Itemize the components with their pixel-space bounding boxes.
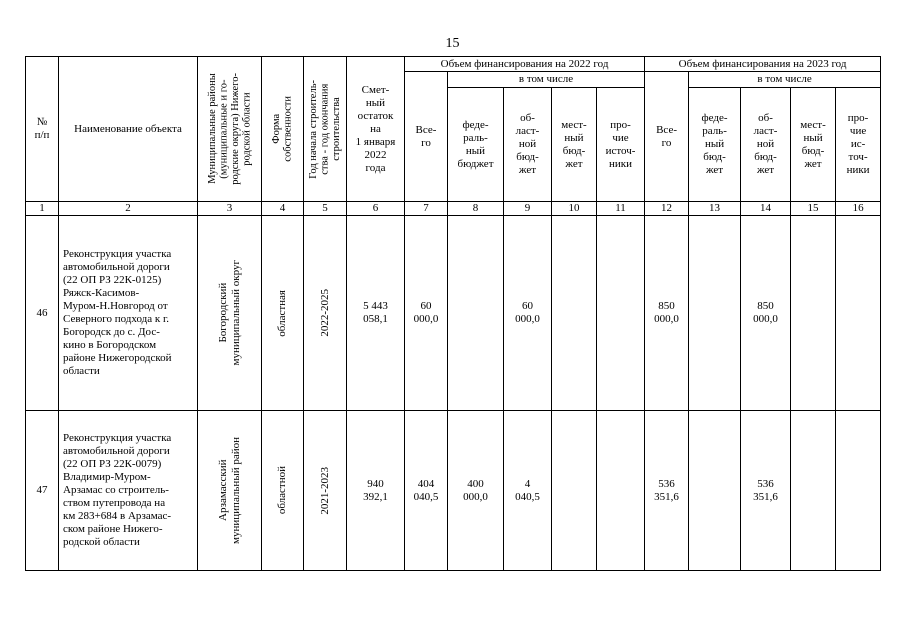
row-local-2023 — [791, 216, 836, 411]
row-district: Арзамасский муниципальный район — [198, 411, 262, 571]
column-number: 13 — [689, 202, 741, 216]
column-number: 16 — [836, 202, 881, 216]
header-total-2022: Все- го — [405, 72, 448, 202]
row-total-2023: 850 000,0 — [645, 216, 689, 411]
column-number: 11 — [597, 202, 645, 216]
row-regional-2023: 850 000,0 — [741, 216, 791, 411]
row-years: 2021-2023 — [304, 411, 347, 571]
row-federal-2023 — [689, 411, 741, 571]
column-number: 2 — [59, 202, 198, 216]
row-federal-2022: 400 000,0 — [448, 411, 504, 571]
header-total-2023: Все- го — [645, 72, 689, 202]
column-number: 6 — [347, 202, 405, 216]
header-regional-2022: об- ласт- ной бюд- жет — [504, 88, 552, 202]
row-regional-2022: 4 040,5 — [504, 411, 552, 571]
header-remainder: Смет- ный остаток на 1 января 2022 года — [347, 57, 405, 202]
row-num: 46 — [26, 216, 59, 411]
row-object-name: Реконструкция участка автомобильной дороги (22 ОП РЗ 22К-0125) Ряжск-Касимов- Муром-Н.Новгород от Северного подхода к г. Богородск до с. Дос- кино в Богородском районе Нижегородской области — [59, 216, 198, 411]
column-number: 4 — [262, 202, 304, 216]
column-number: 5 — [304, 202, 347, 216]
header-ownership: Форма собственности — [262, 57, 304, 202]
row-other-2022 — [597, 216, 645, 411]
row-object-name: Реконструкция участка автомобильной дороги (22 ОП РЗ 22К-0079) Владимир-Муром- Арзамас со строитель- ством путепровода на км 283+684 в Арзамас- ском районе Нижего- родской области — [59, 411, 198, 571]
column-number-row — [26, 202, 881, 216]
header-regional-2023: об- ласт- ной бюд- жет — [741, 88, 791, 202]
row-regional-2023: 536 351,6 — [741, 411, 791, 571]
header-other-2023: про- чие ис- точ- ники — [836, 88, 881, 202]
header-name: Наименование объекта — [59, 57, 198, 202]
header-fin-2022: Объем финансирования на 2022 год — [405, 57, 645, 72]
page-number: 15 — [445, 36, 460, 51]
header-federal-2023: феде- раль- ный бюд- жет — [689, 88, 741, 202]
row-ownership: областная — [262, 216, 304, 411]
header-district: Муниципальные районы (муниципальные и го- родские округа) Нижего- родской области — [198, 57, 262, 202]
header-including-2023: в том числе — [689, 72, 881, 88]
row-other-2023 — [836, 216, 881, 411]
row-other-2022 — [597, 411, 645, 571]
row-remainder: 940 392,1 — [347, 411, 405, 571]
column-number: 7 — [405, 202, 448, 216]
table-row — [26, 411, 881, 571]
row-total-2023: 536 351,6 — [645, 411, 689, 571]
header-local-2023: мест- ный бюд- жет — [791, 88, 836, 202]
row-local-2022 — [552, 216, 597, 411]
header-including-2022: в том числе — [448, 72, 645, 88]
header-num: № п/п — [26, 57, 59, 202]
header-federal-2022: феде- раль- ный бюджет — [448, 88, 504, 202]
column-number: 14 — [741, 202, 791, 216]
column-number: 9 — [504, 202, 552, 216]
row-num: 47 — [26, 411, 59, 571]
column-number: 3 — [198, 202, 262, 216]
header-other-2022: про- чие источ- ники — [597, 88, 645, 202]
row-local-2022 — [552, 411, 597, 571]
row-local-2023 — [791, 411, 836, 571]
header-local-2022: мест- ный бюд- жет — [552, 88, 597, 202]
row-years: 2022-2025 — [304, 216, 347, 411]
row-regional-2022: 60 000,0 — [504, 216, 552, 411]
column-number: 15 — [791, 202, 836, 216]
row-remainder: 5 443 058,1 — [347, 216, 405, 411]
header-years: Год начала строитель- ства - год окончания строительства — [304, 57, 347, 202]
row-other-2023 — [836, 411, 881, 571]
column-number: 1 — [26, 202, 59, 216]
row-federal-2023 — [689, 216, 741, 411]
header-fin-2023: Объем финансирования на 2023 год — [645, 57, 881, 72]
column-number: 10 — [552, 202, 597, 216]
row-federal-2022 — [448, 216, 504, 411]
column-number: 12 — [645, 202, 689, 216]
table-row — [26, 216, 881, 411]
row-total-2022: 60 000,0 — [405, 216, 448, 411]
row-total-2022: 404 040,5 — [405, 411, 448, 571]
column-number: 8 — [448, 202, 504, 216]
row-ownership: областной — [262, 411, 304, 571]
row-district: Богородский муниципальный округ — [198, 216, 262, 411]
financing-table — [25, 56, 881, 571]
